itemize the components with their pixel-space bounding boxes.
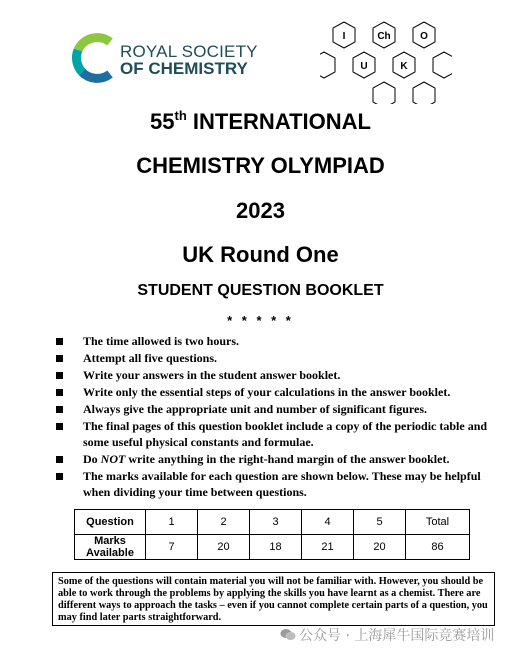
hex-cell-outline-3 xyxy=(373,82,395,104)
stars-divider: * * * * * xyxy=(227,313,294,328)
edition-suffix: th xyxy=(174,108,187,123)
instruction-item: Attempt all five questions. xyxy=(56,350,496,366)
bullet-icon xyxy=(56,473,63,480)
instruction-item: Always give the appropriate unit and number of significant figures. xyxy=(56,401,496,417)
rsc-line2: OF CHEMISTRY xyxy=(120,59,248,78)
marks-value-cell: 7 xyxy=(146,535,198,560)
hex-letter-i: I xyxy=(342,31,346,42)
hex-cell-outline-4 xyxy=(413,82,435,104)
marks-value-cell: 21 xyxy=(302,535,354,560)
total-header-cell: Total xyxy=(406,510,470,535)
marks-value-cell: 20 xyxy=(354,535,406,560)
title-year: 2023 xyxy=(236,198,285,223)
title-line1-rest: INTERNATIONAL xyxy=(186,109,371,134)
rsc-line1: ROYAL SOCIETY xyxy=(120,42,258,61)
instruction-item: The final pages of this question booklet include a copy of the periodic table and some useful physical constants and formulae. xyxy=(56,418,496,450)
instruction-item: The time allowed is two hours. xyxy=(56,333,496,349)
title-round: UK Round One xyxy=(182,242,339,267)
marks-value-cell: 20 xyxy=(198,535,250,560)
question-number-cell: 1 xyxy=(146,510,198,535)
question-number-cell: 3 xyxy=(250,510,302,535)
hex-cell-outline-2 xyxy=(433,52,452,78)
hex-cell-outline-1 xyxy=(320,52,335,78)
emphasis-not: NOT xyxy=(100,452,126,466)
table-row xyxy=(75,510,470,535)
instruction-item: Write only the essential steps of your calculations in the answer booklet. xyxy=(56,384,496,400)
title-international xyxy=(0,108,521,135)
bullet-icon xyxy=(56,338,63,345)
bullet-icon xyxy=(56,389,63,396)
hex-letter-k: K xyxy=(400,61,408,72)
question-number-cell: 2 xyxy=(198,510,250,535)
footer-watermark: 公众号 · 上海犀牛国际竞赛培训 xyxy=(280,625,494,645)
note-box: Some of the questions will contain material you will not be familiar with. However, you should be able to work through the problems by applying the skills you have learnt as a chemist. There are different ways to approach the tasks – even if you cannot complete certain parts of a question, you may find later parts straightforward. xyxy=(52,572,495,626)
bullet-icon xyxy=(56,456,63,463)
marks-value-cell: 18 xyxy=(250,535,302,560)
hex-letter-o: O xyxy=(420,31,428,42)
table-row xyxy=(75,535,470,560)
edition-number: 55 xyxy=(150,109,175,134)
wechat-icon xyxy=(280,628,296,641)
bullet-icon xyxy=(56,372,63,379)
marks-header-cell: Marks Available xyxy=(75,535,146,560)
bullet-icon xyxy=(56,423,63,430)
title-olympiad: CHEMISTRY OLYMPIAD xyxy=(136,153,385,178)
hex-letter-u: U xyxy=(360,61,368,72)
instruction-item: Do NOT write anything in the right-hand margin of the answer booklet. xyxy=(56,451,496,467)
instructions-list xyxy=(56,333,496,501)
instruction-item: The marks available for each question are shown below. These may be helpful when dividing your time between questions. xyxy=(56,468,496,500)
rsc-logo xyxy=(70,32,260,84)
question-number-cell: 5 xyxy=(354,510,406,535)
question-number-cell: 4 xyxy=(302,510,354,535)
question-header-cell: Question xyxy=(75,510,146,535)
total-value-cell: 86 xyxy=(406,535,470,560)
hex-letter-ch: Ch xyxy=(377,31,391,42)
rsc-wordmark xyxy=(120,43,258,77)
bullet-icon xyxy=(56,355,63,362)
bullet-icon xyxy=(56,406,63,413)
title-booklet: STUDENT QUESTION BOOKLET xyxy=(137,282,384,299)
rsc-c-mark-icon xyxy=(70,32,122,84)
marks-table xyxy=(74,509,470,560)
ichouk-hexagon-logo xyxy=(320,20,452,104)
instruction-item: Write your answers in the student answer booklet. xyxy=(56,367,496,383)
